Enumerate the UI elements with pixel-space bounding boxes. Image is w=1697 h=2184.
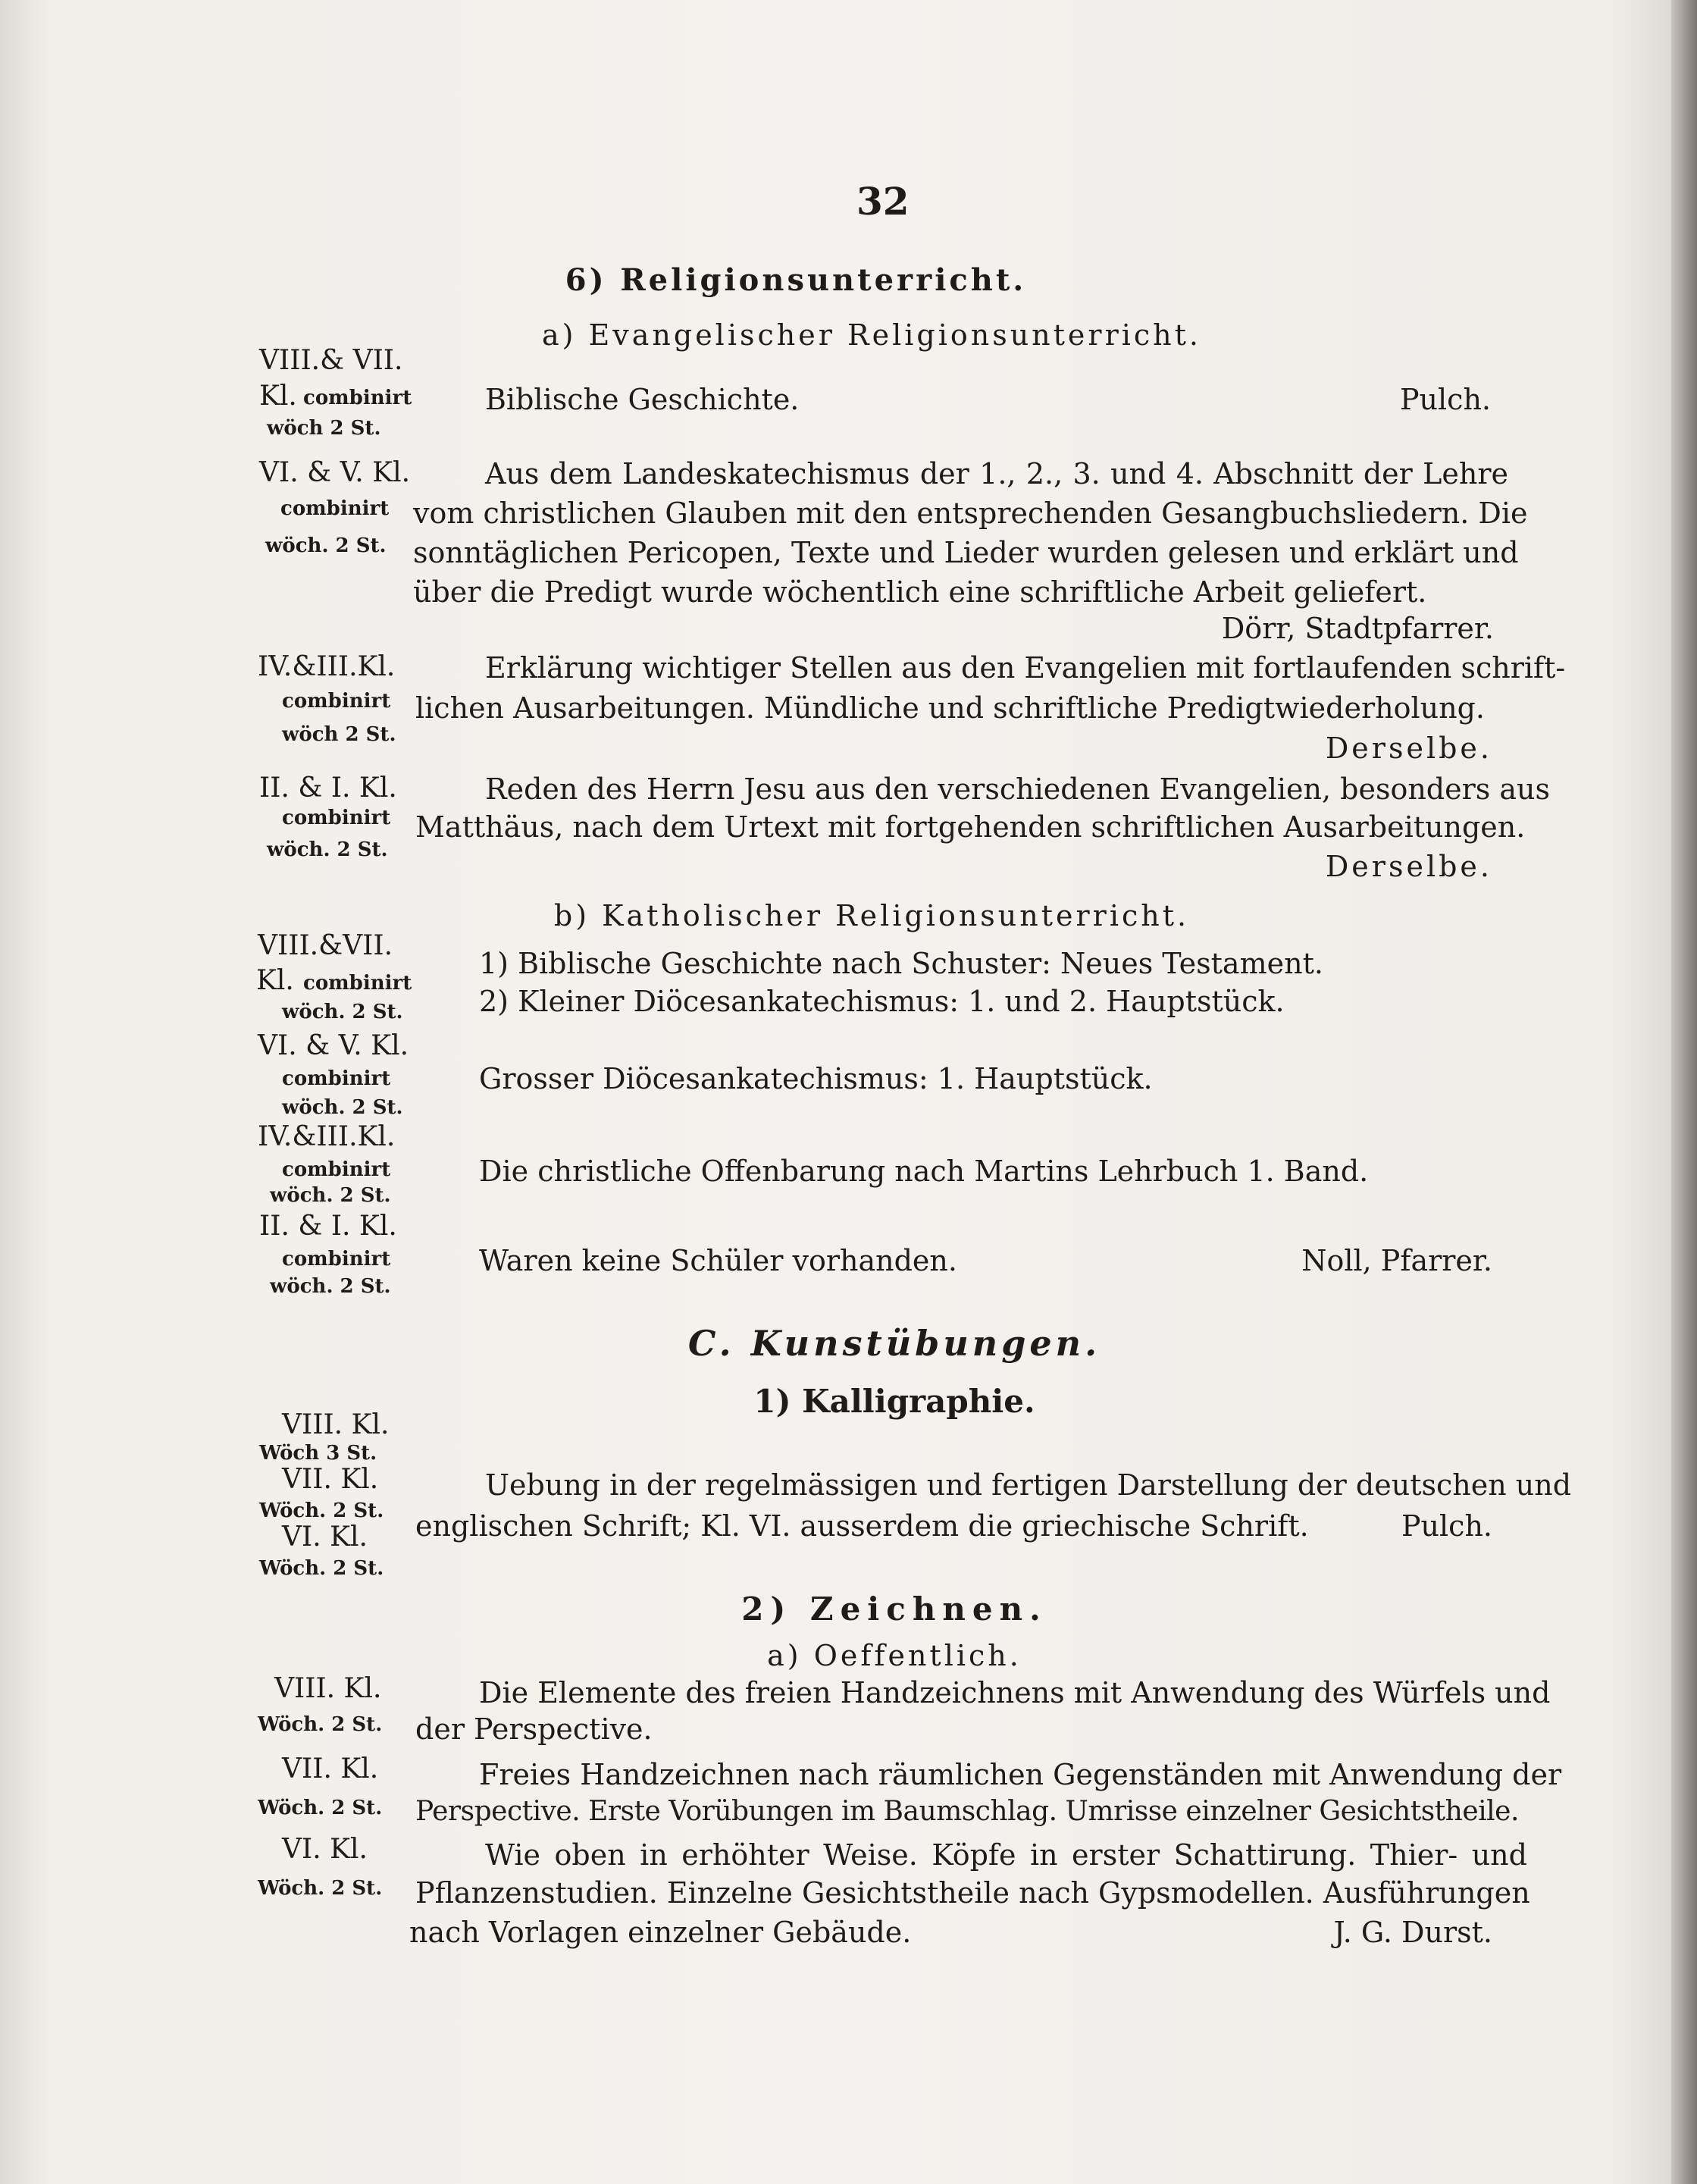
signature: Pulch.	[1401, 1509, 1492, 1543]
class-label: VI. & V. Kl.	[259, 457, 411, 488]
class-label: VIII. Kl.	[274, 1673, 382, 1704]
class-label: IV.&III.Kl.	[258, 651, 396, 682]
text-line: nach Vorlagen einzelner Gebäude.	[409, 1916, 912, 1949]
class-label: combinirt	[282, 807, 391, 829]
hours-label: Wöch. 2 St.	[258, 1713, 383, 1736]
text-line: Aus dem Landeskatechismus der 1., 2., 3. und 4. Abschnitt der Lehre	[485, 457, 1508, 490]
catholic-heading: b) Katholischer Religionsunterricht.	[553, 899, 1190, 932]
class-label: combinirt	[282, 1158, 391, 1181]
evangelical-heading: a) Evangelischer Religionsunterricht.	[541, 318, 1202, 352]
class-label: combinirt	[282, 1248, 391, 1271]
text-line: vom christlichen Glauben mit den entsprechenden Gesangbuchsliedern. Die	[413, 497, 1528, 530]
text-line: der Perspective.	[415, 1712, 653, 1746]
class-label: combinirt	[280, 497, 390, 520]
text-line: Freies Handzeichnen nach räumlichen Gegenständen mit Anwendung der	[479, 1758, 1562, 1791]
hours-label: wöch 2 St.	[267, 417, 381, 440]
religion-heading: 6) Religionsunterricht.	[565, 262, 1027, 298]
text-line: Die Elemente des freien Handzeichnens mit Anwendung des Würfels und	[479, 1676, 1551, 1709]
hours-label: Wöch. 2 St.	[259, 1557, 384, 1580]
hours-label: wöch. 2 St.	[270, 1184, 391, 1207]
text-line: Grosser Diöcesankatechismus: 1. Hauptstück.	[479, 1062, 1153, 1095]
class-label: Kl.	[259, 381, 297, 412]
text-line: sonntäglichen Pericopen, Texte und Lieder wurden gelesen und erklärt und	[413, 536, 1519, 569]
book-spine-shadow	[1671, 0, 1697, 2184]
class-label: combinirt	[282, 1067, 391, 1090]
text-line: 1) Biblische Geschichte nach Schuster: Neues Testament.	[479, 947, 1323, 980]
text-line: Erklärung wichtiger Stellen aus den Evangelien mit fortlaufenden schrift-	[485, 651, 1566, 685]
hours-label: wöch. 2 St.	[270, 1275, 391, 1298]
hours-label: wöch. 2 St.	[282, 1001, 403, 1023]
hours-label: Wöch. 2 St.	[259, 1499, 384, 1522]
hours-label: Wöch. 2 St.	[258, 1877, 383, 1900]
class-label: IV.&III.Kl.	[258, 1121, 396, 1152]
text-line: Matthäus, nach dem Urtext mit fortgehenden schriftlichen Ausarbeitungen.	[415, 810, 1526, 844]
hours-label: Wöch 3 St.	[259, 1442, 377, 1465]
text-line: 2) Kleiner Diöcesankatechismus: 1. und 2. Hauptstück.	[479, 985, 1285, 1018]
signature: Derselbe.	[1325, 732, 1492, 765]
class-label: combinirt	[303, 972, 412, 995]
class-label: VII. Kl.	[282, 1753, 379, 1784]
text-line: Wie oben in erhöhter Weise. Köpfe in erster Schattirung. Thier- und	[485, 1838, 1527, 1872]
calligraphy-heading: 1) Kalligraphie.	[753, 1383, 1035, 1420]
class-label: combinirt	[303, 387, 412, 409]
class-label: II. & I. Kl.	[259, 1211, 397, 1242]
hours-label: wöch. 2 St.	[265, 534, 387, 557]
class-label: VIII. Kl.	[282, 1409, 390, 1440]
public-heading: a) Oeffentlich.	[767, 1639, 1022, 1672]
text-line: lichen Ausarbeitungen. Mündliche und schriftliche Predigtwiederholung.	[415, 691, 1485, 725]
class-label: VII. Kl.	[282, 1464, 379, 1495]
text-line: Uebung in der regelmässigen und fertigen Darstellung der deutschen und	[485, 1468, 1572, 1502]
page-number: 32	[856, 179, 910, 224]
class-label: VIII.&VII.	[258, 930, 393, 961]
signature: J. G. Durst.	[1333, 1916, 1492, 1949]
text-line: Waren keine Schüler vorhanden.	[479, 1244, 957, 1277]
hours-label: wöch. 2 St.	[282, 1096, 403, 1119]
class-label: II. & I. Kl.	[259, 772, 397, 804]
text-line: über die Predigt wurde wöchentlich eine schriftliche Arbeit geliefert.	[413, 575, 1427, 609]
class-label: VIII.& VII.	[259, 345, 403, 376]
arts-heading: C. Kunstübungen.	[687, 1323, 1101, 1364]
signature: Derselbe.	[1325, 850, 1492, 883]
class-label: combinirt	[282, 690, 391, 713]
class-label: VI. Kl.	[282, 1521, 368, 1553]
text-line: Die christliche Offenbarung nach Martins Lehrbuch 1. Band.	[479, 1155, 1369, 1188]
drawing-heading: 2) Zeichnen.	[741, 1590, 1047, 1628]
class-label: VI. Kl.	[282, 1834, 368, 1865]
signature: Dörr, Stadtpfarrer.	[1221, 612, 1494, 645]
text-line: Perspective. Erste Vorübungen im Baumschlag. Umrisse einzelner Gesichtstheile.	[415, 1796, 1519, 1827]
text-line: Reden des Herrn Jesu aus den verschiedenen Evangelien, besonders aus	[485, 772, 1550, 806]
text-line: Pflanzenstudien. Einzelne Gesichtstheile nach Gypsmodellen. Ausführungen	[415, 1876, 1530, 1910]
hours-label: wöch 2 St.	[282, 723, 396, 746]
hours-label: Wöch. 2 St.	[258, 1797, 383, 1819]
text-line: Biblische Geschichte.	[485, 383, 800, 416]
text-line: englischen Schrift; Kl. VI. ausserdem die griechische Schrift.	[415, 1509, 1309, 1543]
signature: Noll, Pfarrer.	[1301, 1244, 1492, 1277]
hours-label: wöch. 2 St.	[267, 838, 388, 861]
class-label: Kl.	[256, 965, 294, 996]
signature: Pulch.	[1399, 383, 1491, 416]
class-label: VI. & V. Kl.	[258, 1030, 409, 1061]
